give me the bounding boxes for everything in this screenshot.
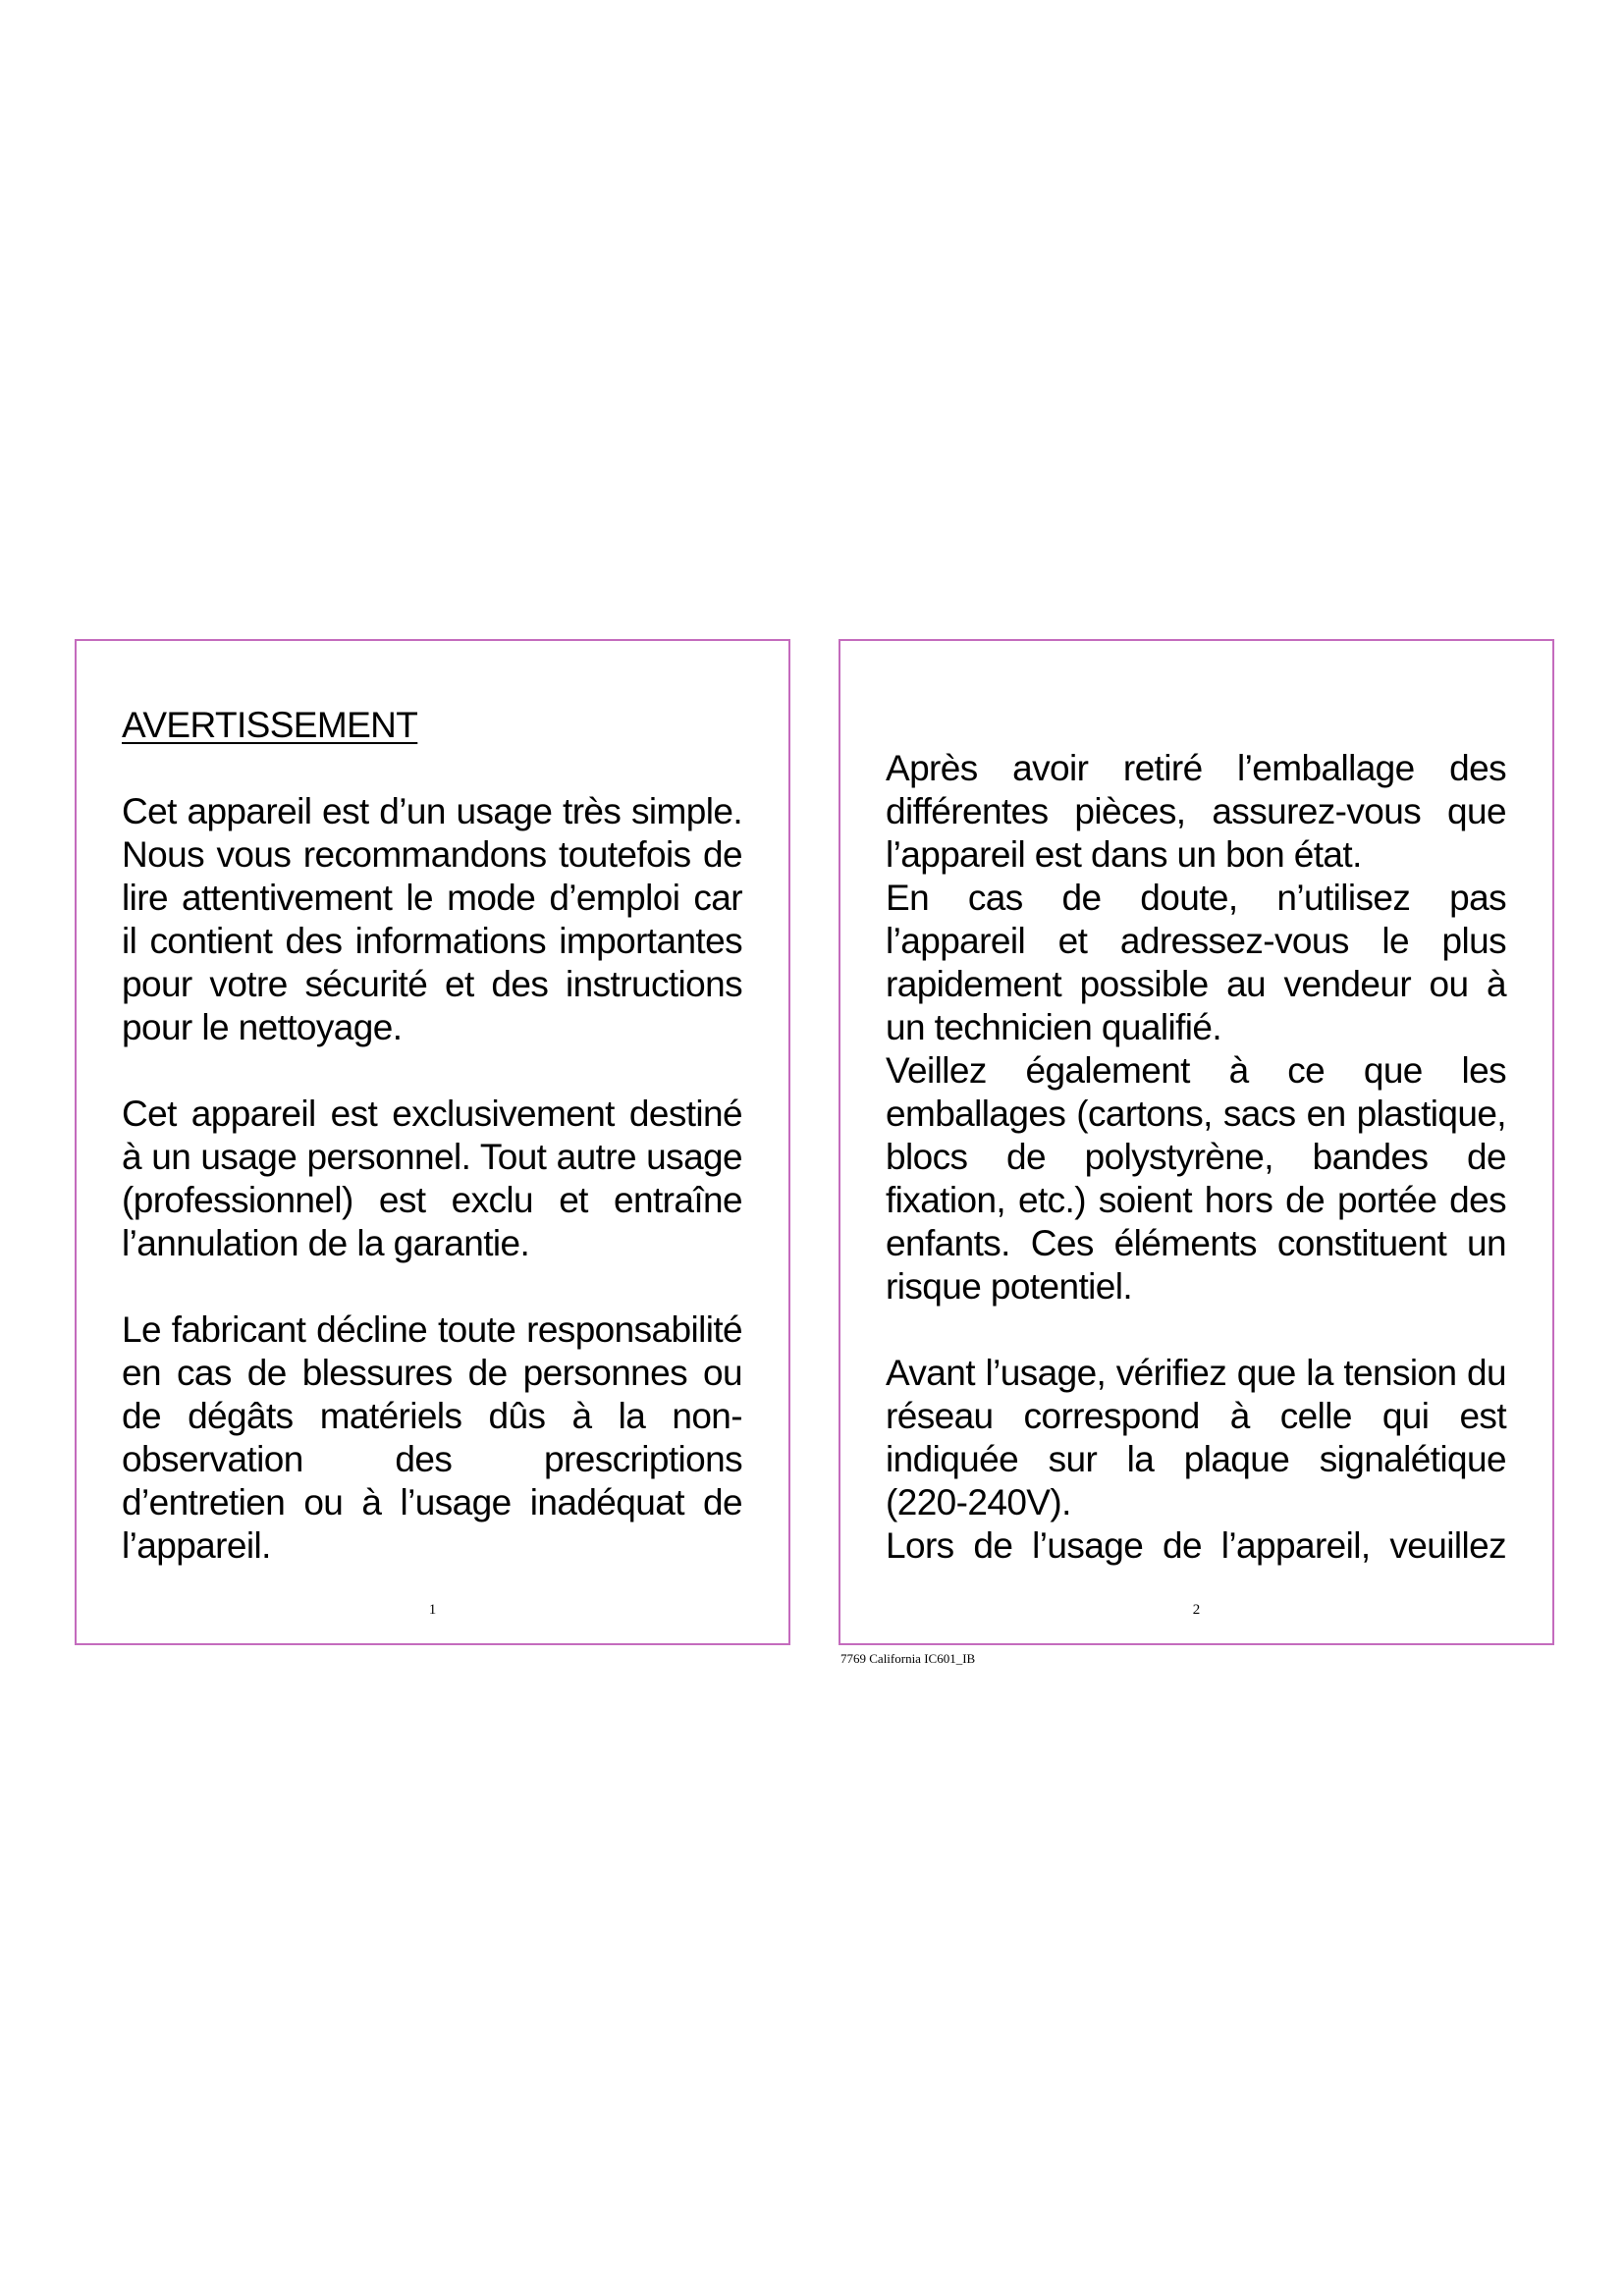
page-number: 2 <box>1192 1602 1201 1618</box>
page-number: 1 <box>428 1602 437 1618</box>
page-left-text-column <box>122 704 742 1568</box>
paragraph-liability: Le fabricant décline toute responsabilité en cas de blessures de personnes ou de dégâts matériels dûs à la non-observation des prescriptions d’entretien ou à l’usage inadéquat de l’appareil. <box>122 1309 742 1566</box>
document-code: 7769 California IC601_IB <box>840 1651 976 1666</box>
page-right-text-column <box>886 747 1506 1568</box>
page-heading: AVERTISSEMENT <box>122 705 418 745</box>
paragraph-doubt: En cas de doute, n’utilisez pas l’appareil et adressez-vous le plus rapidement possible au vendeur ou à un technicien qualifié. <box>886 878 1506 1047</box>
paragraph-packaging: Veillez également à ce que les emballages (cartons, sacs en plastique, blocs de polystyrène, bandes de fixation, etc.) soient hors de portée des enfants. Ces éléments constituent un risque potentiel. <box>886 1050 1506 1307</box>
paragraph-unpacking: Après avoir retiré l’emballage des différentes pièces, assurez-vous que l’appareil est dans un bon état. <box>886 748 1506 875</box>
paragraph-usage: Lors de l’usage de l’appareil, veuillez <box>886 1525 1506 1566</box>
page-panel-right <box>839 639 1554 1645</box>
paragraph-voltage: Avant l’usage, vérifiez que la tension du réseau correspond à celle qui est indiquée sur la plaque signalétique (220-240V). <box>886 1353 1506 1522</box>
page-panel-left <box>75 639 790 1645</box>
paragraph-intro: Cet appareil est d’un usage très simple. Nous vous recommandons toutefois de lire attentivement le mode d’emploi car il contient des informations importantes pour votre sécurité et des instructions pour le nettoyage. <box>122 791 742 1047</box>
paragraph-personal-use: Cet appareil est exclusivement destiné à un usage personnel. Tout autre usage (professionnel) est exclu et entraîne l’annulation de la garantie. <box>122 1094 742 1263</box>
